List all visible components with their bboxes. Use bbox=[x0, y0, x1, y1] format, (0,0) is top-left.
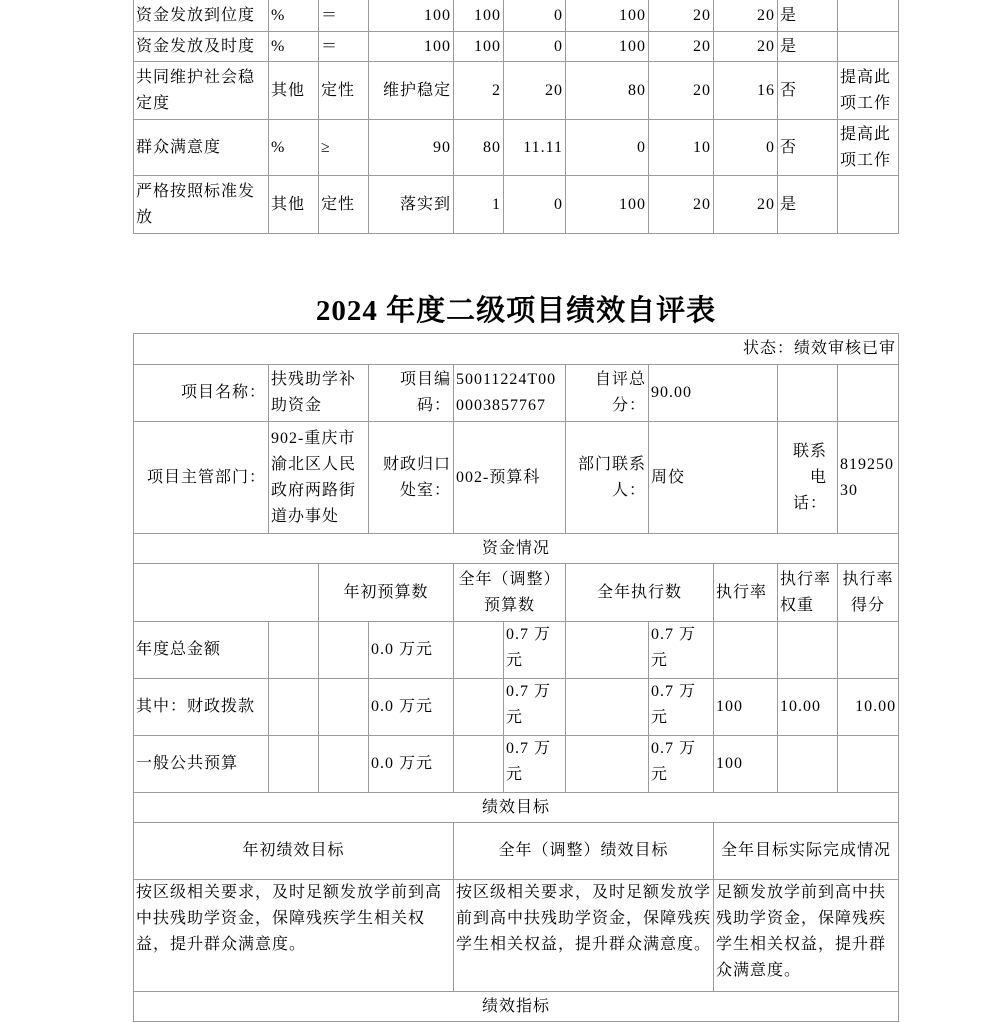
table-cell: 16 bbox=[714, 62, 778, 120]
table-cell: 100 bbox=[454, 0, 504, 32]
table-cell: 落实到 bbox=[369, 176, 454, 234]
score-label: 自评总分： bbox=[566, 365, 649, 422]
phone-label: 联系电话： bbox=[778, 422, 838, 534]
table-cell: 20 bbox=[504, 62, 566, 120]
table-cell: % bbox=[269, 120, 319, 176]
table-cell bbox=[838, 32, 899, 62]
funding-header: 全年（调整）预算数 bbox=[454, 564, 566, 622]
table-cell: 100 bbox=[566, 0, 649, 32]
empty-cell bbox=[269, 736, 319, 793]
dept-label: 项目主管部门： bbox=[134, 422, 269, 534]
table-cell: 20 bbox=[649, 32, 714, 62]
table-cell: 0 bbox=[504, 32, 566, 62]
table-cell: 0 bbox=[504, 0, 566, 32]
table-cell: 否 bbox=[778, 62, 838, 120]
empty-cell bbox=[778, 365, 838, 422]
table-cell: 90 bbox=[369, 120, 454, 176]
table-cell: 20 bbox=[649, 176, 714, 234]
funding-adjusted: 0.7 万元 bbox=[504, 622, 566, 679]
empty-cell bbox=[319, 679, 369, 736]
funding-row bbox=[134, 679, 899, 736]
table-cell: 是 bbox=[778, 0, 838, 32]
table-cell: 20 bbox=[714, 0, 778, 32]
table-cell: 维护稳定 bbox=[369, 62, 454, 120]
empty-cell bbox=[319, 736, 369, 793]
table-cell: 其他 bbox=[269, 176, 319, 234]
table-row bbox=[134, 176, 899, 234]
table-cell: 100 bbox=[566, 32, 649, 62]
dept-value: 902-重庆市渝北区人民政府两路街道办事处 bbox=[269, 422, 369, 534]
table-cell: ≥ bbox=[319, 120, 369, 176]
table-row bbox=[134, 120, 899, 176]
goals-header: 年初绩效目标 bbox=[134, 823, 454, 880]
empty-cell bbox=[319, 622, 369, 679]
indicator-table-continued bbox=[133, 0, 899, 234]
goal-initial: 按区级相关要求，及时足额发放学前到高中扶残助学资金，保障残疾学生相关权益，提升群众满意度。 bbox=[134, 880, 454, 992]
score-value: 90.00 bbox=[649, 365, 778, 422]
funding-rate: 100 bbox=[714, 736, 778, 793]
indicators-section-header: 绩效指标 bbox=[134, 992, 899, 1022]
funding-rate: 100 bbox=[714, 679, 778, 736]
funding-score bbox=[838, 622, 899, 679]
table-cell: 是 bbox=[778, 32, 838, 62]
table-cell bbox=[838, 176, 899, 234]
funding-adjusted: 0.7 万元 bbox=[504, 679, 566, 736]
funding-weight: 10.00 bbox=[778, 679, 838, 736]
table-cell: 80 bbox=[454, 120, 504, 176]
goals-header: 全年目标实际完成情况 bbox=[714, 823, 899, 880]
table-cell: 1 bbox=[454, 176, 504, 234]
table-row bbox=[134, 62, 899, 120]
goal-actual: 足额发放学前到高中扶残助学资金，保障残疾学生相关权益，提升群众满意度。 bbox=[714, 880, 899, 992]
finance-label: 财政归口处室： bbox=[369, 422, 454, 534]
funding-label: 年度总金额 bbox=[134, 622, 269, 679]
table-row bbox=[134, 0, 899, 32]
table-cell: 是 bbox=[778, 176, 838, 234]
table-cell: 提高此项工作 bbox=[838, 120, 899, 176]
funding-initial: 0.0 万元 bbox=[369, 736, 454, 793]
funding-score bbox=[838, 736, 899, 793]
table-cell: 资金发放及时度 bbox=[134, 32, 269, 62]
table-cell: 0 bbox=[566, 120, 649, 176]
status-text: 状态：绩效审核已审 bbox=[134, 334, 899, 365]
table-cell: 100 bbox=[454, 32, 504, 62]
table-cell: ＝ bbox=[319, 32, 369, 62]
funding-header: 执行率得分 bbox=[838, 564, 899, 622]
table-cell: 80 bbox=[566, 62, 649, 120]
goal-adjusted: 按区级相关要求，及时足额发放学前到高中扶残助学资金，保障残疾学生相关权益，提升群众满意度。 bbox=[454, 880, 714, 992]
funding-initial: 0.0 万元 bbox=[369, 622, 454, 679]
empty-cell bbox=[454, 622, 504, 679]
empty-cell bbox=[566, 679, 649, 736]
table-cell: 否 bbox=[778, 120, 838, 176]
funding-label: 一般公共预算 bbox=[134, 736, 269, 793]
project-code: 50011224T000003857767 bbox=[454, 365, 566, 422]
table-cell: 定性 bbox=[319, 176, 369, 234]
project-code-label: 项目编码： bbox=[369, 365, 454, 422]
funding-executed: 0.7 万元 bbox=[649, 622, 714, 679]
funding-label: 其中：财政拨款 bbox=[134, 679, 269, 736]
funding-header: 年初预算数 bbox=[319, 564, 454, 622]
funding-rate bbox=[714, 622, 778, 679]
funding-row bbox=[134, 736, 899, 793]
funding-weight bbox=[778, 736, 838, 793]
empty-cell bbox=[566, 622, 649, 679]
table-cell: 10 bbox=[649, 120, 714, 176]
funding-header: 执行率权重 bbox=[778, 564, 838, 622]
table-cell: 20 bbox=[714, 176, 778, 234]
table-cell: 100 bbox=[566, 176, 649, 234]
contact-label: 部门联系人： bbox=[566, 422, 649, 534]
project-name-label: 项目名称： bbox=[134, 365, 269, 422]
empty-cell bbox=[134, 564, 319, 622]
table-cell bbox=[838, 0, 899, 32]
funding-executed: 0.7 万元 bbox=[649, 679, 714, 736]
table-cell: 20 bbox=[649, 62, 714, 120]
table-row bbox=[134, 32, 899, 62]
empty-cell bbox=[454, 679, 504, 736]
table-cell: 2 bbox=[454, 62, 504, 120]
table-cell: 严格按照标准发放 bbox=[134, 176, 269, 234]
funding-header: 全年执行数 bbox=[566, 564, 714, 622]
table-cell: 100 bbox=[369, 0, 454, 32]
table-cell: 共同维护社会稳定度 bbox=[134, 62, 269, 120]
empty-cell bbox=[566, 736, 649, 793]
phone-value: 81925030 bbox=[838, 422, 899, 534]
table-cell: 100 bbox=[369, 32, 454, 62]
goals-section-header: 绩效目标 bbox=[134, 793, 899, 823]
funding-executed: 0.7 万元 bbox=[649, 736, 714, 793]
table-cell: ＝ bbox=[319, 0, 369, 32]
contact-value: 周佼 bbox=[649, 422, 778, 534]
empty-cell bbox=[454, 736, 504, 793]
funding-row bbox=[134, 622, 899, 679]
table-cell: 其他 bbox=[269, 62, 319, 120]
funding-score: 10.00 bbox=[838, 679, 899, 736]
table-cell: 定性 bbox=[319, 62, 369, 120]
goals-header: 全年（调整）绩效目标 bbox=[454, 823, 714, 880]
self-evaluation-table bbox=[133, 333, 899, 1022]
table-cell: % bbox=[269, 0, 319, 32]
funding-initial: 0.0 万元 bbox=[369, 679, 454, 736]
empty-cell bbox=[269, 679, 319, 736]
table-cell: 20 bbox=[714, 32, 778, 62]
empty-cell bbox=[838, 365, 899, 422]
table-cell: 11.11 bbox=[504, 120, 566, 176]
funding-section-header: 资金情况 bbox=[134, 534, 899, 564]
table-cell: % bbox=[269, 32, 319, 62]
table-cell: 20 bbox=[649, 0, 714, 32]
project-name: 扶残助学补助资金 bbox=[269, 365, 369, 422]
table-cell: 0 bbox=[714, 120, 778, 176]
funding-adjusted: 0.7 万元 bbox=[504, 736, 566, 793]
funding-weight bbox=[778, 622, 838, 679]
table-cell: 群众满意度 bbox=[134, 120, 269, 176]
funding-header: 执行率 bbox=[714, 564, 778, 622]
table-cell: 提高此项工作 bbox=[838, 62, 899, 120]
finance-value: 002-预算科 bbox=[454, 422, 566, 534]
empty-cell bbox=[269, 622, 319, 679]
table-cell: 资金发放到位度 bbox=[134, 0, 269, 32]
table-cell: 0 bbox=[504, 176, 566, 234]
page-title: 2024 年度二级项目绩效自评表 bbox=[315, 295, 717, 327]
